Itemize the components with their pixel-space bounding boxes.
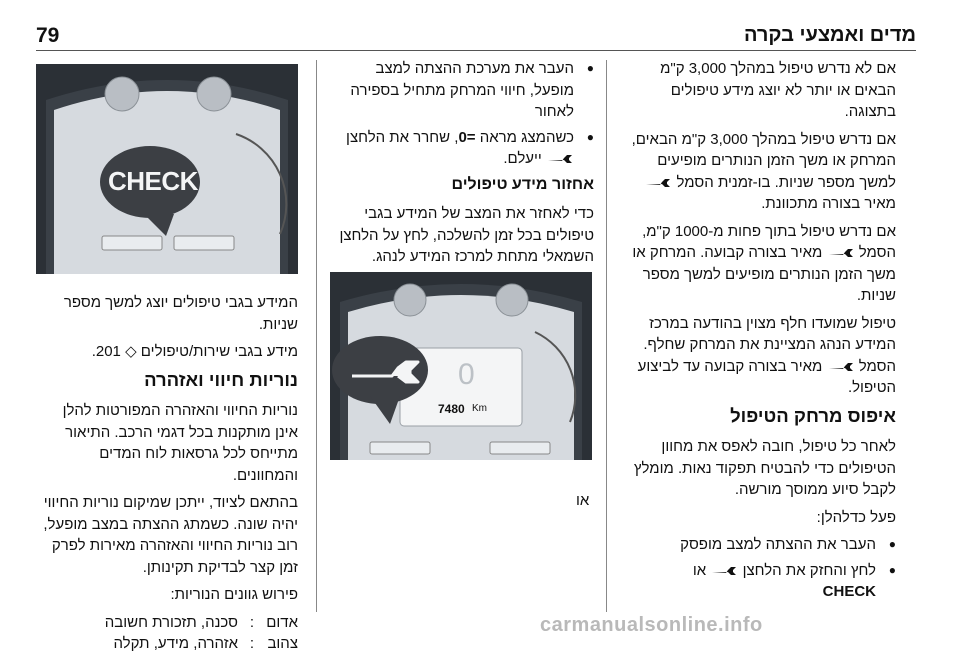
text: מאיר בצורה קבועה. המרחק או משך הזמן הנותרים מופיעים למשך מספר שניות.: [632, 244, 896, 304]
page-number: 79: [36, 24, 60, 47]
paragraph: אם לא נדרש טיפול במהלך 3,000 ק"מ הבאים או יותר לא יוצג מידע טיפולים בתצוגה.: [660, 60, 896, 120]
odometer-digit: 0: [458, 358, 475, 391]
text: 201.: [91, 343, 121, 360]
text: CHECK: [822, 583, 876, 600]
paragraph: [620, 129, 896, 215]
figure-label: או: [576, 492, 590, 509]
section-heading: איפוס מרחק הטיפול: [730, 404, 896, 426]
odometer-unit: Km: [472, 403, 487, 414]
text: =0: [458, 128, 476, 146]
text: , שחרר את הלחצן: [346, 128, 459, 146]
column-divider: [606, 60, 607, 612]
paragraph: פעל כדלהלן:: [816, 508, 896, 526]
paragraph: [36, 341, 298, 363]
cluster-figure-service: [330, 272, 592, 460]
paragraph: [620, 313, 896, 399]
text: או: [692, 561, 707, 579]
header-rule: [36, 50, 916, 51]
text: מאיר בצורה מתכוונת.: [761, 195, 896, 212]
color-meaning: סכנה, תזכורת חשובה: [104, 613, 238, 631]
wrench-icon: [827, 246, 855, 260]
check-label: CHECK: [108, 166, 198, 196]
page-title: מדים ואמצעי בקרה: [743, 24, 916, 46]
text: אם נדרש טיפול במהלך 3,000 ק"מ הבאים, המרחק או משך הזמן הנותרים מופיעים למשך מספר שניות. בו-זמנית הסמל: [631, 130, 896, 191]
paragraph: פירוש גוונים הנוריות:: [170, 586, 298, 603]
text: מאיר בצורה קבועה עד לביצוע הטיפול.: [637, 357, 896, 396]
left-column: [36, 292, 298, 654]
arrow-icon: ◇: [125, 343, 137, 360]
paragraph: בהתאם לציוד, ייתכן שמיקום נוריות החיווי יהיה שונה. כשמתג ההצתה במצב מופעל, רוב נוריות החיווי והאזהרה מאירות לפרק זמן קצר לבדיקת תקינותן.: [43, 494, 298, 576]
text: אם נדרש טיפול בתוך פחות מ-1000 ק"מ, הסמל: [642, 222, 896, 261]
color-legend-row: אדום : סכנה, תזכורת חשובה: [104, 613, 298, 631]
paragraph: [620, 221, 896, 307]
odometer-value: 7480: [438, 402, 465, 416]
text: לחץ והחזק את הלחצן: [742, 561, 876, 579]
color-name: אדום: [266, 613, 298, 631]
text: כשהמצג מראה: [479, 128, 574, 146]
list-item: [620, 560, 896, 603]
text: טיפול שמועדו חלף מצוין בהודעה במרכז המידע הנהג המציינת את המרחק שחלף. הסמל: [643, 314, 896, 375]
list-item: ● העבר את ההצתה למצב מופסק: [620, 534, 896, 556]
paragraph: כדי לאחזר את המצב של המידע בגבי טיפולים בכל זמן להשלכה, לחץ על הלחצן השמאלי מתחת למרכז המידע לנהג.: [339, 205, 594, 265]
section-heading: אחזור מידע טיפולים: [451, 175, 594, 193]
middle-column: [328, 58, 594, 274]
wrench-icon: [644, 176, 672, 190]
cluster-figure-check: [36, 64, 298, 274]
text: ייעלם.: [503, 150, 542, 167]
column-divider: [316, 60, 317, 612]
text: מידע בגבי שירות/טיפולים: [140, 343, 298, 360]
paragraph: לאחר כל טיפול, חובה לאפס את מחוון הטיפולים כדי להבטיח תפקוד נאות. מומלץ לקבל סיוע ממוסך מורשה.: [633, 438, 896, 498]
section-heading: נוריות חיווי ואזהרה: [144, 368, 298, 390]
paragraph: המידע בגבי טיפולים יוצג למשך מספר שניות.: [63, 294, 298, 333]
bullet-list: [328, 58, 594, 170]
list-item: ● העבר את מערכת ההצתה למצב מופעל, חיווי המרחק מתחיל בספירה לאחור: [328, 58, 594, 123]
wrench-icon: [710, 564, 738, 578]
page-header: [36, 24, 916, 50]
color-meaning: אזהרה, מידע, תקלה: [113, 634, 238, 652]
paragraph: נוריות החיווי והאזהרה המפורטות להלן אינן מותקנות בכל דגמי הרכב. התיאור מתייחס לכל גרסאות לוח המדים והמחוונים.: [62, 402, 298, 484]
watermark: carmanualsonline.info: [540, 614, 763, 636]
list-item: [328, 127, 594, 170]
right-column: [620, 58, 896, 607]
color-name: צהוב: [267, 634, 298, 652]
bullet-list: [620, 534, 896, 603]
color-legend-row: צהוב : אזהרה, מידע, תקלה: [113, 634, 298, 652]
wrench-icon: [546, 152, 574, 166]
wrench-icon: [827, 360, 855, 374]
